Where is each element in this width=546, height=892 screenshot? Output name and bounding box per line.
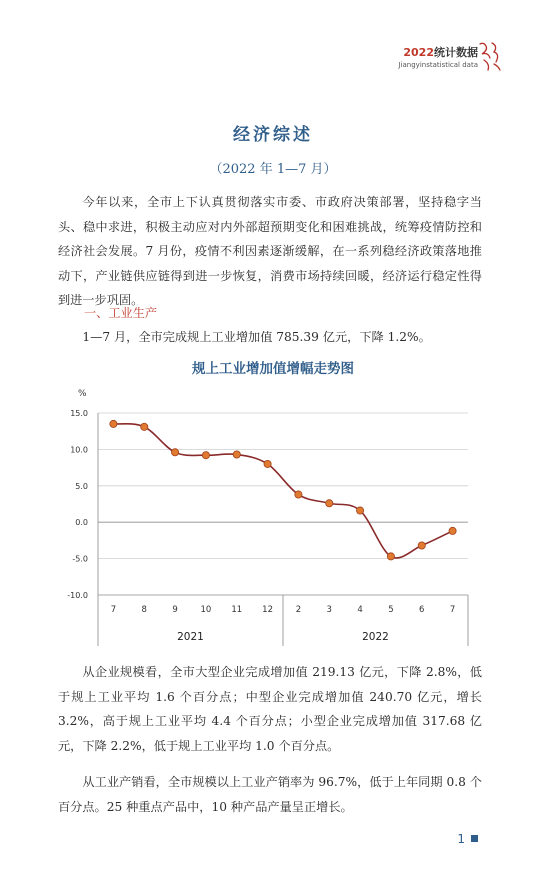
section-heading-industry: 一、工业生产 [84,306,158,320]
x-tick-label: 11 [231,605,243,615]
scale-paragraph: 从企业规模看，全市大型企业完成增加值 219.13 亿元，下降 2.8%，低于规上工业平均 1.6 个百分点；中型企业完成增加值 240.70 亿元，增长 3.2%，高于规上工业平均 4.4 个百分点；小型企业完成增加值 317.68 亿元，下降 2.2%，低于规上工业平均 1.0 个百分点。 [58,665,482,753]
data-point [141,423,148,430]
page-number: 1 [457,832,465,846]
x-tick-label: 4 [357,605,363,615]
header-subtitle: Jiangyinstatistical data [398,61,478,69]
x-tick-label: 3 [326,605,332,615]
header-label: 统计数据 [434,46,478,59]
header-year: 2022 [403,46,434,59]
data-point [449,527,456,534]
page-header [399,44,479,69]
x-tick-label: 8 [141,605,147,615]
x-tick-label: 7 [110,605,117,615]
sales-paragraph: 从工业产销看，全市规模以上工业产销率为 96.7%，低于上年同期 0.8 个百分点。25 种重点产品中，10 种产品产量呈正增长。 [58,775,482,814]
x-tick-label: 6 [419,605,425,615]
y-tick-label: -5.0 [72,554,88,564]
y-tick-label: 15.0 [70,409,88,418]
chart-title: 规上工业增加值增幅走势图 [192,361,354,377]
data-point [356,507,363,514]
page-footer [457,832,478,846]
x-tick-label: 7 [449,605,456,615]
y-tick-label: 10.0 [70,445,88,455]
intro-paragraph: 今年以来，全市上下认真贯彻落实市委、市政府决策部署，坚持稳字当头、稳中求进，积极主动应对内外部超预期变化和困难挑战，统筹疫情防控和经济社会发展。7 月份，疫情不利因素逐渐缓解，在一系列稳经济政策落地推动下，产业链供应链得到进一步恢复，消费市场持续回暖，经济运行稳定性得到进一步巩固。 [58,195,482,307]
calligraphy-seal-icon [476,40,502,72]
x-tick-label: 5 [388,605,394,615]
data-point [233,451,240,458]
group-label: 2022 [362,631,389,643]
industry-paragraph: 1—7 月，全市完成规上工业增加值 785.39 亿元，下降 1.2%。 [82,330,431,344]
x-tick-label: 10 [200,605,212,615]
data-point [387,553,394,560]
x-tick-label: 2 [295,605,302,615]
data-point [110,420,117,427]
article-title: 经济综述 [233,125,313,145]
y-tick-label: 0.0 [75,518,88,528]
data-point [171,449,178,456]
y-axis-label: % [78,389,87,399]
series-line [113,424,452,558]
data-point [295,491,302,498]
industry-growth-chart [60,380,484,650]
header-title [399,44,479,60]
x-tick-label: 12 [262,605,273,615]
y-tick-label: -10.0 [67,591,88,600]
data-point [202,452,209,459]
footer-square-icon [471,835,478,842]
data-point [264,460,271,467]
data-point [326,500,333,507]
article-subtitle: （2022 年 1—7 月） [209,162,337,177]
group-label: 2021 [177,631,204,643]
y-tick-label: 5.0 [75,481,88,491]
x-tick-label: 9 [172,605,178,615]
data-point [418,542,425,549]
